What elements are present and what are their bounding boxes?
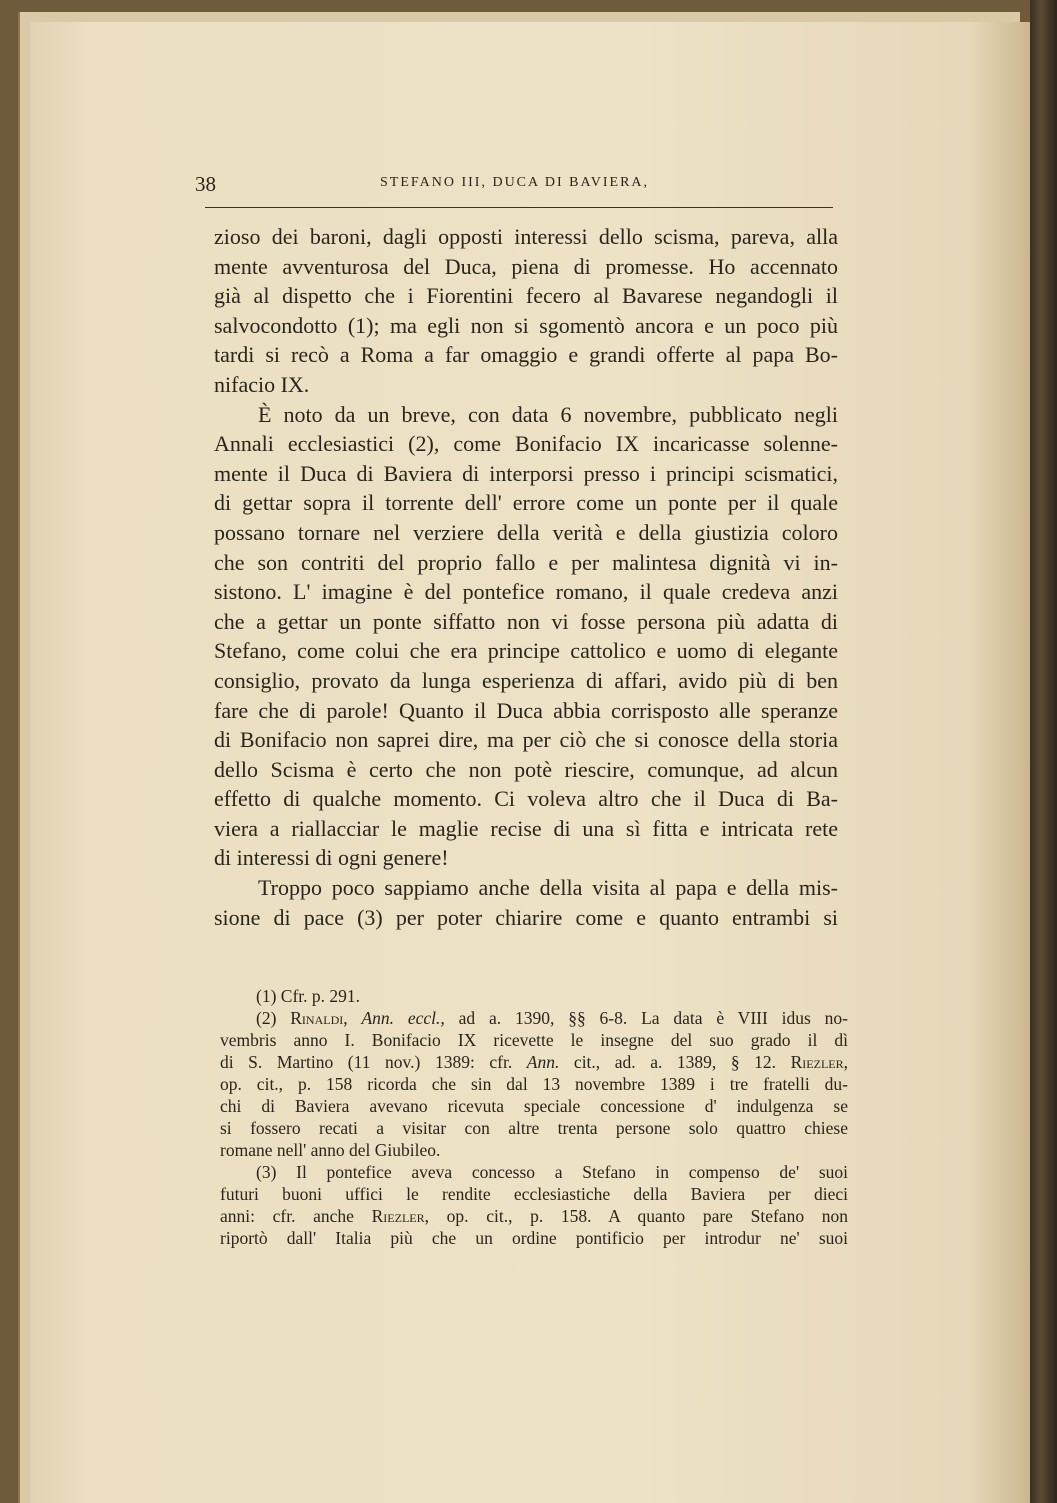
footnote-line (220, 1007, 848, 1029)
footnote-text: cit., ad. a. 1389, § 12. (559, 1052, 791, 1072)
author-name: Riezler (790, 1052, 844, 1072)
body-line: È noto da un breve, con data 6 novembre, pubblicato negli (258, 401, 838, 427)
body-line: che a gettar un ponte siffatto non vi fosse persona più adatta di (214, 608, 838, 634)
footnote-line (220, 1205, 848, 1227)
body-line: tardi si recò a Roma a far omaggio e grandi offerte al papa Bo- (214, 342, 838, 368)
footnote-line (220, 1161, 848, 1183)
footnote-text: ad a. 1390, §§ 6-8. La data è VIII idus no- (444, 1008, 848, 1028)
footnote-line (220, 1117, 848, 1139)
footnote-line (220, 1139, 848, 1161)
footnote-text: riportò dall' Italia più che un ordine pontificio per introdur ne' suoi (220, 1228, 848, 1248)
footnote-text: si fossero recati a visitar con altre trenta persone solo quattro chiese (220, 1118, 848, 1138)
footnote-line (220, 1051, 848, 1073)
author-name: Riezler (371, 1206, 425, 1226)
footnotes (220, 985, 848, 1249)
author-name: Rinaldi (290, 1008, 344, 1028)
footnote-text: (3) Il pontefice aveva concesso a Stefano in compenso de' suoi (256, 1162, 848, 1182)
body-line: di Bonifacio non saprei dire, ma per ciò che si conosce della storia (214, 727, 838, 753)
body-line: di interessi di ogni genere! (214, 845, 449, 871)
footnote-text: (2) (256, 1008, 291, 1028)
work-title: Ann. eccl., (361, 1008, 445, 1028)
footnote-line (220, 1029, 848, 1051)
footnote-text: , op. cit., p. 158. A quanto pare Stefano non (424, 1206, 848, 1226)
header-rule (205, 207, 833, 208)
footnote-line (220, 1095, 848, 1117)
body-line: salvocondotto (1); ma egli non si sgomentò ancora e un poco più (214, 312, 838, 338)
body-line: che son contriti del proprio fallo e per malintesa dignità vi in- (214, 549, 838, 575)
footnote-line (220, 1183, 848, 1205)
footnote-text: romane nell' anno del Giubileo. (220, 1140, 441, 1160)
body-text (214, 222, 838, 932)
body-line: nifacio IX. (214, 371, 310, 397)
footnote-text: vembris anno I. Bonifacio IX ricevette le insegne del suo grado il dì (220, 1030, 848, 1050)
footnote-line (220, 985, 848, 1007)
body-line: effetto di qualche momento. Ci voleva altro che il Duca di Ba- (214, 786, 838, 812)
footnote-text: anni: cfr. anche (220, 1206, 372, 1226)
body-line: Troppo poco sappiamo anche della visita al papa e della mis- (258, 875, 838, 901)
body-line: di gettar sopra il torrente dell' errore come un ponte per il quale (214, 490, 838, 516)
footnote-line (220, 1073, 848, 1095)
next-page-edge (1030, 0, 1057, 1503)
footnote-text: , (343, 1008, 362, 1028)
footnote-text: futuri buoni uffici le rendite ecclesiastiche della Baviera per dieci (220, 1184, 848, 1204)
body-line: mente il Duca di Baviera di interporsi presso i principi scismatici, (214, 460, 838, 486)
footnote-line (220, 1227, 848, 1249)
body-line: Stefano, come colui che era principe cattolico e uomo di elegante (214, 638, 838, 664)
body-line: Annali ecclesiastici (2), come Bonifacio IX incaricasse solenne- (214, 431, 838, 457)
body-line: possano tornare nel verziere della verità e della giustizia coloro (214, 519, 838, 545)
footnote-text: (1) Cfr. p. 291. (256, 986, 361, 1006)
body-line: mente avventurosa del Duca, piena di promesse. Ho accennato (214, 253, 838, 279)
body-line: sistono. L' imagine è del pontefice romano, il quale credeva anzi (214, 579, 838, 605)
footnote-text: di S. Martino (11 nov.) 1389: cfr. (220, 1052, 527, 1072)
running-title: STEFANO III, DUCA DI BAVIERA, (380, 175, 650, 190)
footnote-text: chi di Baviera avevano ricevuta speciale concessione d' indulgenza se (220, 1096, 848, 1116)
body-line: fare che di parole! Quanto il Duca abbia corrisposto alle speranze (214, 697, 838, 723)
footnote-text: op. cit., p. 158 ricorda che sin dal 13 novembre 1389 i tre fratelli du- (220, 1074, 848, 1094)
body-line: zioso dei baroni, dagli opposti interessi dello scisma, pareva, alla (214, 224, 838, 249)
body-line: consiglio, provato da lunga esperienza di affari, avido più di ben (214, 667, 838, 693)
body-line: già al dispetto che i Fiorentini fecero al Bavarese negandogli il (214, 283, 838, 309)
footnote-text: , (843, 1052, 848, 1072)
work-title: Ann. (526, 1052, 560, 1072)
body-line: viera a riallacciar le maglie recise di una sì fitta e intricata rete (214, 815, 838, 841)
body-line: dello Scisma è certo che non potè riescire, comunque, ad alcun (214, 756, 838, 782)
page-number: 38 (195, 172, 216, 196)
body-line: sione di pace (3) per poter chiarire come e quanto entrambi si (214, 904, 838, 930)
